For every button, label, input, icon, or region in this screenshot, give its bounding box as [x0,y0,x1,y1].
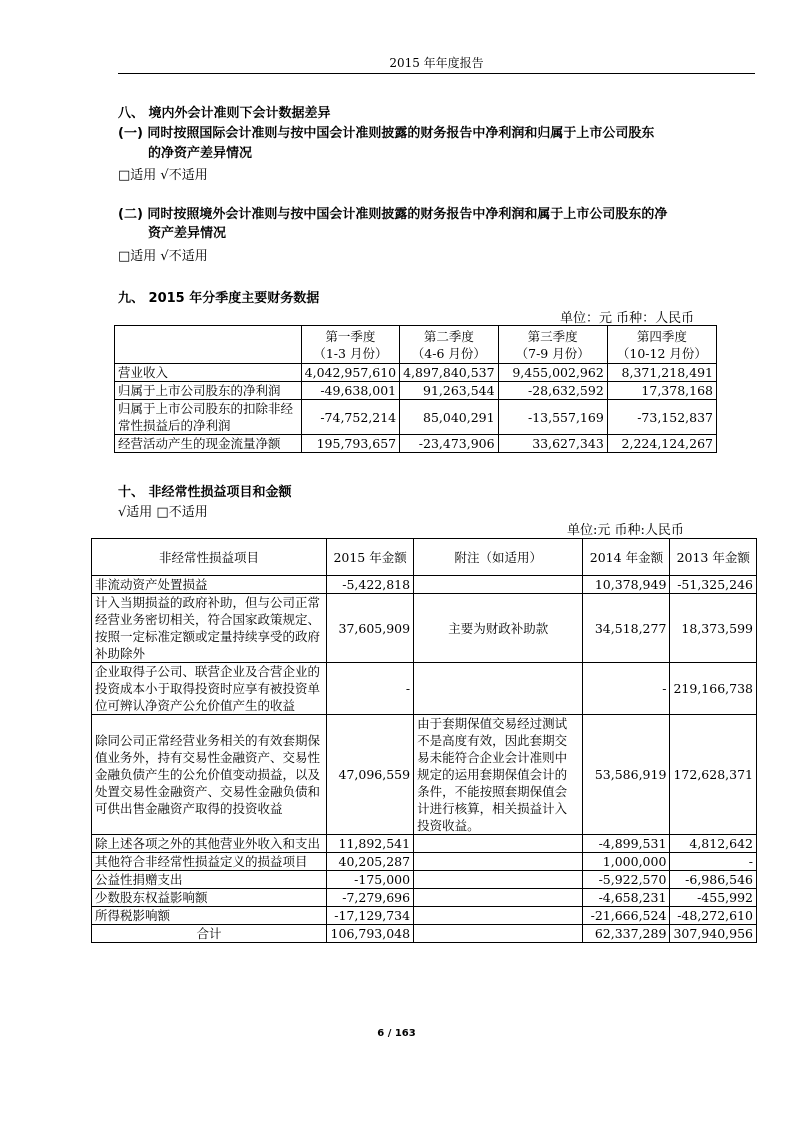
page-header: 2015 年年度报告 [389,56,484,70]
section-9-unit: 单位：元 币种：人民币 [560,311,695,326]
value-2013: 18,373,599 [670,594,757,663]
section-8-sub2-line2: 资产差异情况 [148,226,227,241]
cell-value: 8,371,218,491 [607,364,716,382]
quarterly-header-q1 [301,326,399,364]
quarterly-header-q4 [607,326,716,364]
note-cell [414,576,583,594]
section-10-unit: 单位:元 币种:人民币 [567,523,684,538]
value-2014: 53,586,919 [583,715,670,835]
section-8-sub1-line2: 的净资产差异情况 [148,146,253,161]
total-row [92,925,757,943]
q2-months: （4-6 月份） [411,345,486,361]
item-cell: 公益性捐赠支出 [92,871,327,889]
table-row [92,835,757,853]
value-2015: 47,096,559 [327,715,414,835]
note-cell [414,907,583,925]
item-cell: 除同公司正常经营业务相关的有效套期保值业务外，持有交易性金融资产、交易性金融负债产生的公允价值变动损益，以及处置交易性金融资产、交易性金融负债和可供出售金融资产取得的投资收益 [92,715,327,835]
q4-months: （10-12 月份） [616,345,707,361]
value-2015: -7,279,696 [327,889,414,907]
q2-name: 第二季度 [423,328,474,344]
value-2015: 40,205,287 [327,853,414,871]
value-2014: -4,899,531 [583,835,670,853]
cell-value: 85,040,291 [400,400,498,435]
cell-value: 2,224,124,267 [607,435,716,453]
cell-value: -23,473,906 [400,435,498,453]
q3-months: （7-9 月份） [515,345,590,361]
item-cell: 其他符合非经常性损益定义的损益项目 [92,853,327,871]
header-item: 非经常性损益项目 [92,539,327,576]
q4-name: 第四季度 [636,328,687,344]
item-cell: 所得税影响额 [92,907,327,925]
nonrecurring-table [91,538,757,943]
total-label: 合计 [92,925,327,943]
total-note [414,925,583,943]
value-2013: 4,812,642 [670,835,757,853]
quarterly-header-q3 [498,326,607,364]
section-8-title: 八、 境内外会计准则下会计数据差异 [118,106,331,121]
cell-value: 91,263,544 [400,382,498,400]
cell-value: 33,627,343 [498,435,607,453]
value-2013: -51,325,246 [670,576,757,594]
header-2015: 2015 年金额 [327,539,414,576]
value-2015: 37,605,909 [327,594,414,663]
section-10-title: 十、 非经常性损益项目和金额 [118,485,292,500]
quarterly-header-blank [115,326,302,364]
cell-value: -28,632,592 [498,382,607,400]
cell-value: 17,378,168 [607,382,716,400]
cell-value: 4,897,840,537 [400,364,498,382]
value-2014: 1,000,000 [583,853,670,871]
table-row [92,576,757,594]
cell-value: -49,638,001 [301,382,399,400]
quarterly-table [114,325,717,453]
value-2015: - [327,663,414,715]
note-cell [414,835,583,853]
table-row [92,663,757,715]
page-number: 6 / 163 [377,1028,416,1039]
value-2015: 11,892,541 [327,835,414,853]
q1-months: （1-3 月份） [313,345,388,361]
note-cell: 由于套期保值交易经过测试不是高度有效，因此套期交易未能符合企业会计准则中规定的运用套期保值会计的条件，不能按照套期保值会计进行核算，相关损益计入投资收益。 [414,715,583,835]
value-2014: -21,666,524 [583,907,670,925]
quarterly-header-q2 [400,326,498,364]
note-cell: 主要为财政补助款 [414,594,583,663]
item-cell: 计入当期损益的政府补助，但与公司正常经营业务密切相关，符合国家政策规定、按照一定标准定额或定量持续享受的政府补助除外 [92,594,327,663]
value-2015: -175,000 [327,871,414,889]
table-row [92,907,757,925]
q1-name: 第一季度 [325,328,376,344]
table-row [115,400,717,435]
item-cell: 非流动资产处置损益 [92,576,327,594]
value-2015: -5,422,818 [327,576,414,594]
value-2013: -48,272,610 [670,907,757,925]
table-row [92,871,757,889]
value-2014: -5,922,570 [583,871,670,889]
cell-value: -73,152,837 [607,400,716,435]
item-cell: 企业取得子公司、联营企业及合营企业的投资成本小于取得投资时应享有被投资单位可辨认净资产公允价值产生的收益 [92,663,327,715]
section-8-sub1-options: □适用 √不适用 [118,168,208,183]
section-8-sub2-line1: (二) 同时按照境外会计准则与按中国会计准则披露的财务报告中净利润和属于上市公司股东的净 [118,207,668,222]
section-8-sub2-options: □适用 √不适用 [118,249,208,264]
item-cell: 少数股东权益影响额 [92,889,327,907]
table-row [115,435,717,453]
cell-value: 195,793,657 [301,435,399,453]
value-2014: -4,658,231 [583,889,670,907]
value-2015: -17,129,734 [327,907,414,925]
row-label: 归属于上市公司股东的扣除非经常性损益后的净利润 [115,400,302,435]
row-label: 营业收入 [115,364,302,382]
cell-value: -13,557,169 [498,400,607,435]
header-note: 附注（如适用） [414,539,583,576]
value-2014: 34,518,277 [583,594,670,663]
table-row [92,889,757,907]
note-cell [414,871,583,889]
value-2013: -6,986,546 [670,871,757,889]
table-row [92,853,757,871]
cell-value: -74,752,214 [301,400,399,435]
value-2014: 10,378,949 [583,576,670,594]
item-cell: 除上述各项之外的其他营业外收入和支出 [92,835,327,853]
table-row [115,364,717,382]
header-2013: 2013 年金额 [670,539,757,576]
section-10-options: √适用 □不适用 [118,505,208,520]
table-row [92,594,757,663]
value-2013: - [670,853,757,871]
header-divider [118,73,755,74]
value-2013: 172,628,371 [670,715,757,835]
row-label: 经营活动产生的现金流量净额 [115,435,302,453]
table-row [115,382,717,400]
table-row [92,715,757,835]
cell-value: 9,455,002,962 [498,364,607,382]
total-2014: 62,337,289 [583,925,670,943]
note-cell [414,853,583,871]
total-2013: 307,940,956 [670,925,757,943]
cell-value: 4,042,957,610 [301,364,399,382]
section-9-title: 九、 2015 年分季度主要财务数据 [118,291,320,306]
header-2014: 2014 年金额 [583,539,670,576]
value-2013: 219,166,738 [670,663,757,715]
note-cell [414,663,583,715]
row-label: 归属于上市公司股东的净利润 [115,382,302,400]
value-2014: - [583,663,670,715]
section-8-sub1-line1: (一) 同时按照国际会计准则与按中国会计准则披露的财务报告中净利润和归属于上市公司股东 [118,126,655,141]
q3-name: 第三季度 [527,328,578,344]
value-2013: -455,992 [670,889,757,907]
note-cell [414,889,583,907]
total-2015: 106,793,048 [327,925,414,943]
